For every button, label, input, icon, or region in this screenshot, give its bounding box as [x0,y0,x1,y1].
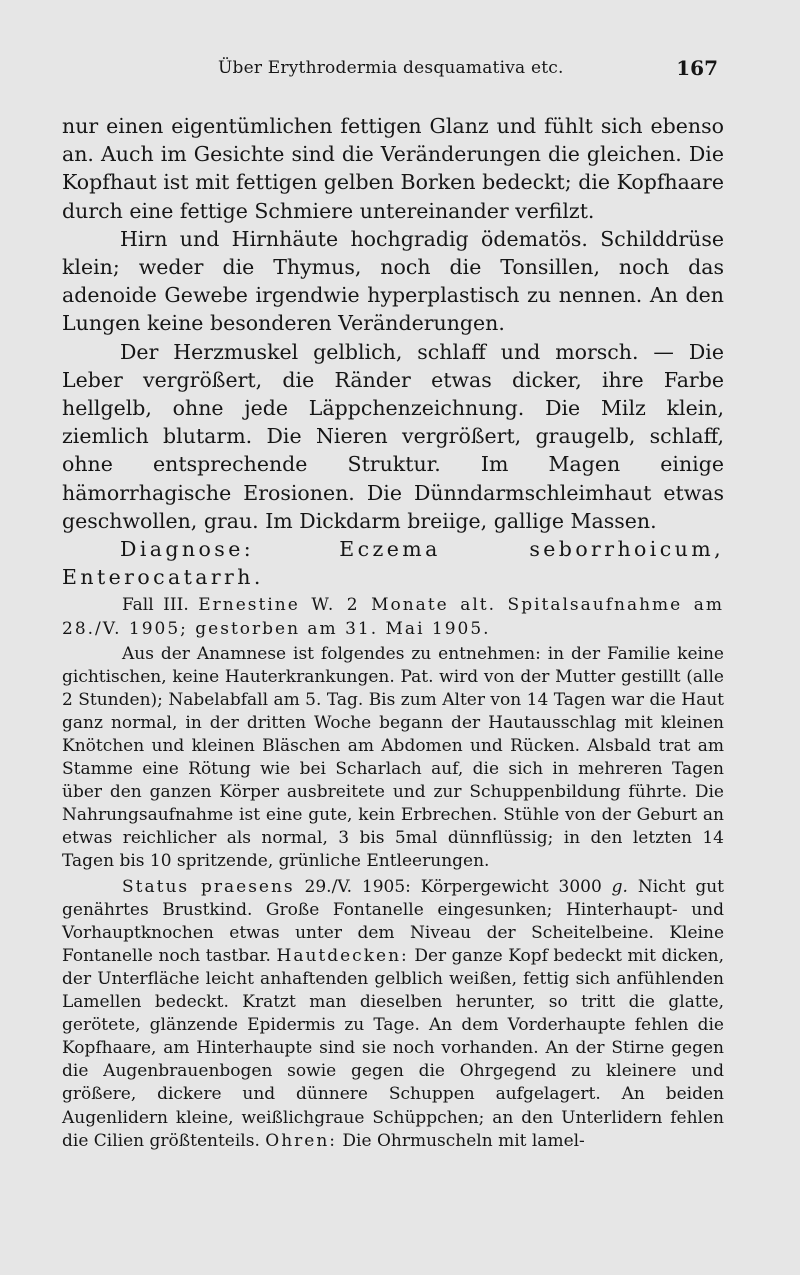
diagnose-text: Eczema seborrhoicum, Enterocatarrh. [62,537,724,590]
case-text: Ernestine W. 2 Monate alt. Spitalsaufnahme am 28./V. 1905; gestorben am 31. Mai 1905. [62,595,725,639]
status-text-1: 29./V. 1905: Körpergewicht 3000 [304,876,602,897]
status-text-2: Nicht gut genährtes Brustkind. Große Fontanelle eingesunken; Hinterhaupt- und Vorhauptknochen etwas unter dem Niveau der Scheitelbeine. Kleine Fontanelle noch tastbar. [62,876,724,966]
status-label: Status praesens [122,876,295,897]
paragraph-organs: Der Herzmuskel gelblich, schlaff und morsch. — Die Leber vergrößert, die Ränder etwas dicker, ihre Farbe hellgelb, ohne jede Läppchenzeichnung. Die Milz klein, ziemlich blutarm. Die Nieren vergrößert, graugelb, schlaff, ohne entsprechende Struktur. Im Magen einige hämorrhagische Erosionen. Die Dünndarmschleimhaut etwas geschwollen, grau. Im Dickdarm breiige, gallige Massen. [62,339,724,533]
ohren-text: Die Ohrmuscheln mit lamel- [342,1130,585,1151]
ohren-label: Ohren: [265,1130,338,1151]
running-title: Über Erythrodermia desquamativa etc. [218,58,564,78]
case-label: Fall III. [122,595,189,616]
page-body [62,112,724,1153]
diagnose-label: Diagnose: [120,537,255,562]
paragraph-brain-thyroid: Hirn und Hirnhäute hochgradig ödematös. Schilddrüse klein; weder die Thymus, noch die Tonsillen, noch das adenoide Gewebe irgendwie hyperplastisch zu nennen. An den Lungen keine besonderen Veränderungen. [62,226,724,336]
paragraph-diagnose [62,535,724,591]
status-unit: g. [611,876,628,897]
hautdecken-text: Der ganze Kopf bedeckt mit dicken, der Unterfläche leicht anhaftenden gelblich weißen, fettig sich anfühlenden Lamellen bedeckt. Kratzt man dieselben herunter, so tritt die glatte, gerötete, glänzende Epidermis zu Tage. An dem Vorderhaupte fehlen die Kopfhaare, am Hinterhaupte sind sie noch vorhanden. An der Stirne gegen die Augenbrauenbogen sowie gegen die Ohrgegend zu kleinere und größere, dickere und dünnere Schuppen aufgelagert. An beiden Augenlidern kleine, weißlichgraue Schüppchen; an den Unterlidern fehlen die Cilien größtenteils. [62,945,725,1151]
paragraph-anamnese: Aus der Anamnese ist folgendes zu entnehmen: in der Familie keine gichtischen, keine Hauterkrankungen. Pat. wird von der Mutter gestillt (alle 2 Stunden); Nabelabfall am 5. Tag. Bis zum Alter von 14 Tagen war die Haut ganz normal, in der dritten Woche begann der Hautausschlag mit kleinen Knötchen und kleinen Bläschen am Abdomen und Rücken. Alsbald trat am Stamme eine Rötung wie bei Scharlach auf, die sich in mehreren Tagen über den ganzen Körper ausbreitete und zur Schuppenbildung führte. Die Nahrungsaufnahme ist eine gute, kein Erbrechen. Stühle von der Geburt an etwas reichlicher als normal, 3 bis 5mal dünnflüssig; in den letzten 14 Tagen bis 10 spritzende, grünliche Entleerungen. [62,643,724,872]
case-heading [62,594,724,640]
paragraph-status [62,876,724,1153]
page-header [60,58,720,88]
paragraph-continuation: nur einen eigentümlichen fettigen Glanz und fühlt sich ebenso an. Auch im Gesichte sind die Veränderungen die gleichen. Die Kopfhaut ist mit fettigen gelben Borken bedeckt; die Kopfhaare durch eine fettige Schmiere untereinander verfilzt. [62,114,724,223]
hautdecken-label: Hautdecken: [276,945,409,966]
page-number: 167 [676,56,718,80]
